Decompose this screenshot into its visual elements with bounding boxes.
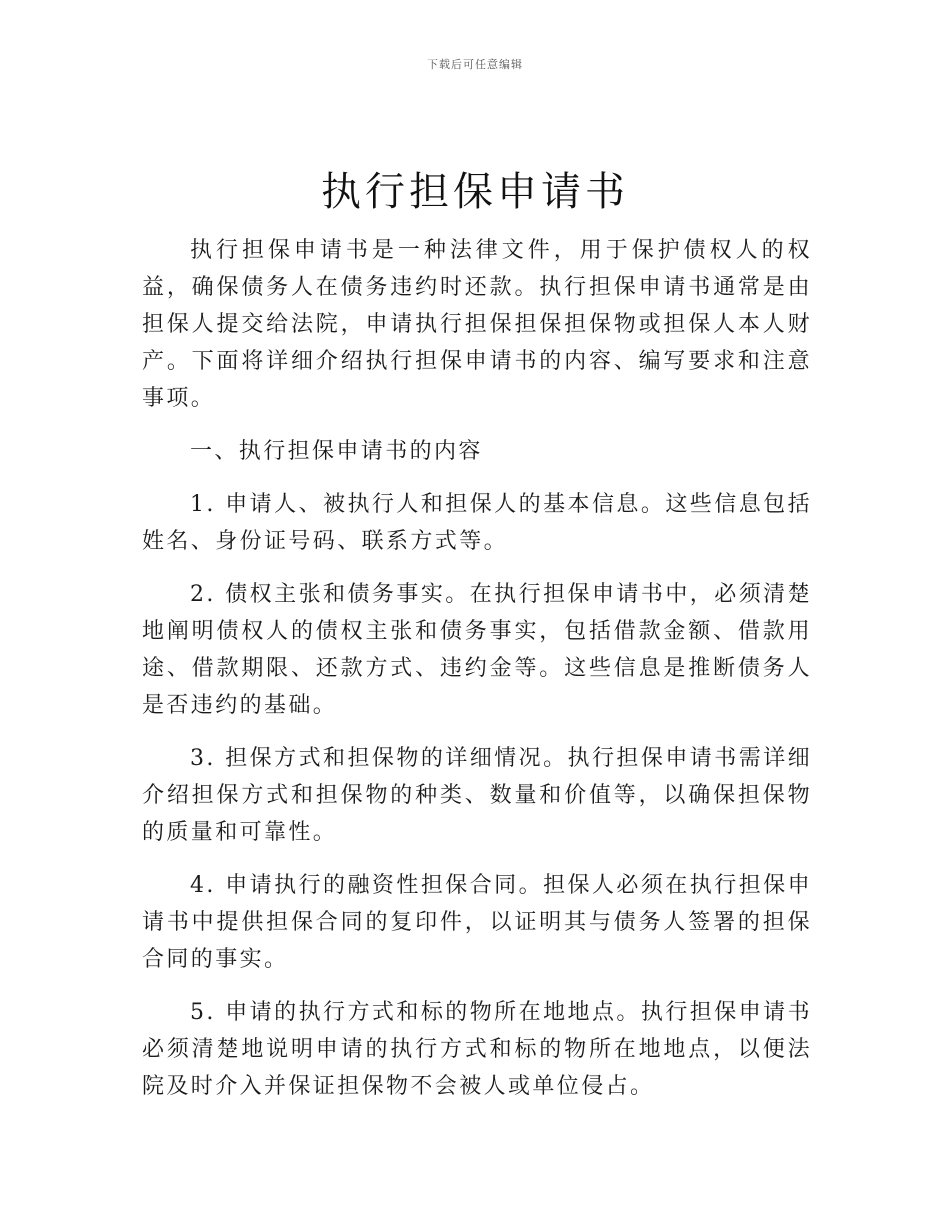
document-title: 执行担保申请书 (321, 169, 629, 215)
paragraph-item-2: 2. 债权主张和债务事实。在执行担保申请书中，必须清楚地阐明债权人的债权主张和债务事实，包括借款金额、借款用途、借款期限、还款方式、违约金等。这些信息是推断债务人是否违约的基础。 (142, 582, 812, 718)
paragraph-item-1: 1. 申请人、被执行人和担保人的基本信息。这些信息包括姓名、身份证号码、联系方式等。 (142, 492, 812, 554)
section-heading-contents: 一、执行担保申请书的内容 (190, 439, 483, 464)
paragraph-intro: 执行担保申请书是一种法律文件，用于保护债权人的权益，确保债务人在债务违约时还款。执行担保申请书通常是由担保人提交给法院，申请执行担保担保担保物或担保人本人财产。下面将详细介绍执行担保申请书的内容、编写要求和注意事项。 (142, 238, 812, 411)
paragraph-item-3: 3. 担保方式和担保物的详细情况。执行担保申请书需详细介绍担保方式和担保物的种类、数量和价值等，以确保担保物的质量和可靠性。 (142, 746, 812, 845)
paragraph-item-4: 4. 申请执行的融资性担保合同。担保人必须在执行担保申请书中提供担保合同的复印件，以证明其与债务人签署的担保合同的事实。 (142, 873, 812, 972)
page-header: 下载后可任意编辑 (427, 58, 523, 71)
paragraph-item-5: 5. 申请的执行方式和标的物所在地地点。执行担保申请书必须清楚地说明申请的执行方式和标的物所在地地点，以便法院及时介入并保证担保物不会被人或单位侵占。 (142, 1000, 812, 1099)
document-body (142, 232, 812, 1121)
